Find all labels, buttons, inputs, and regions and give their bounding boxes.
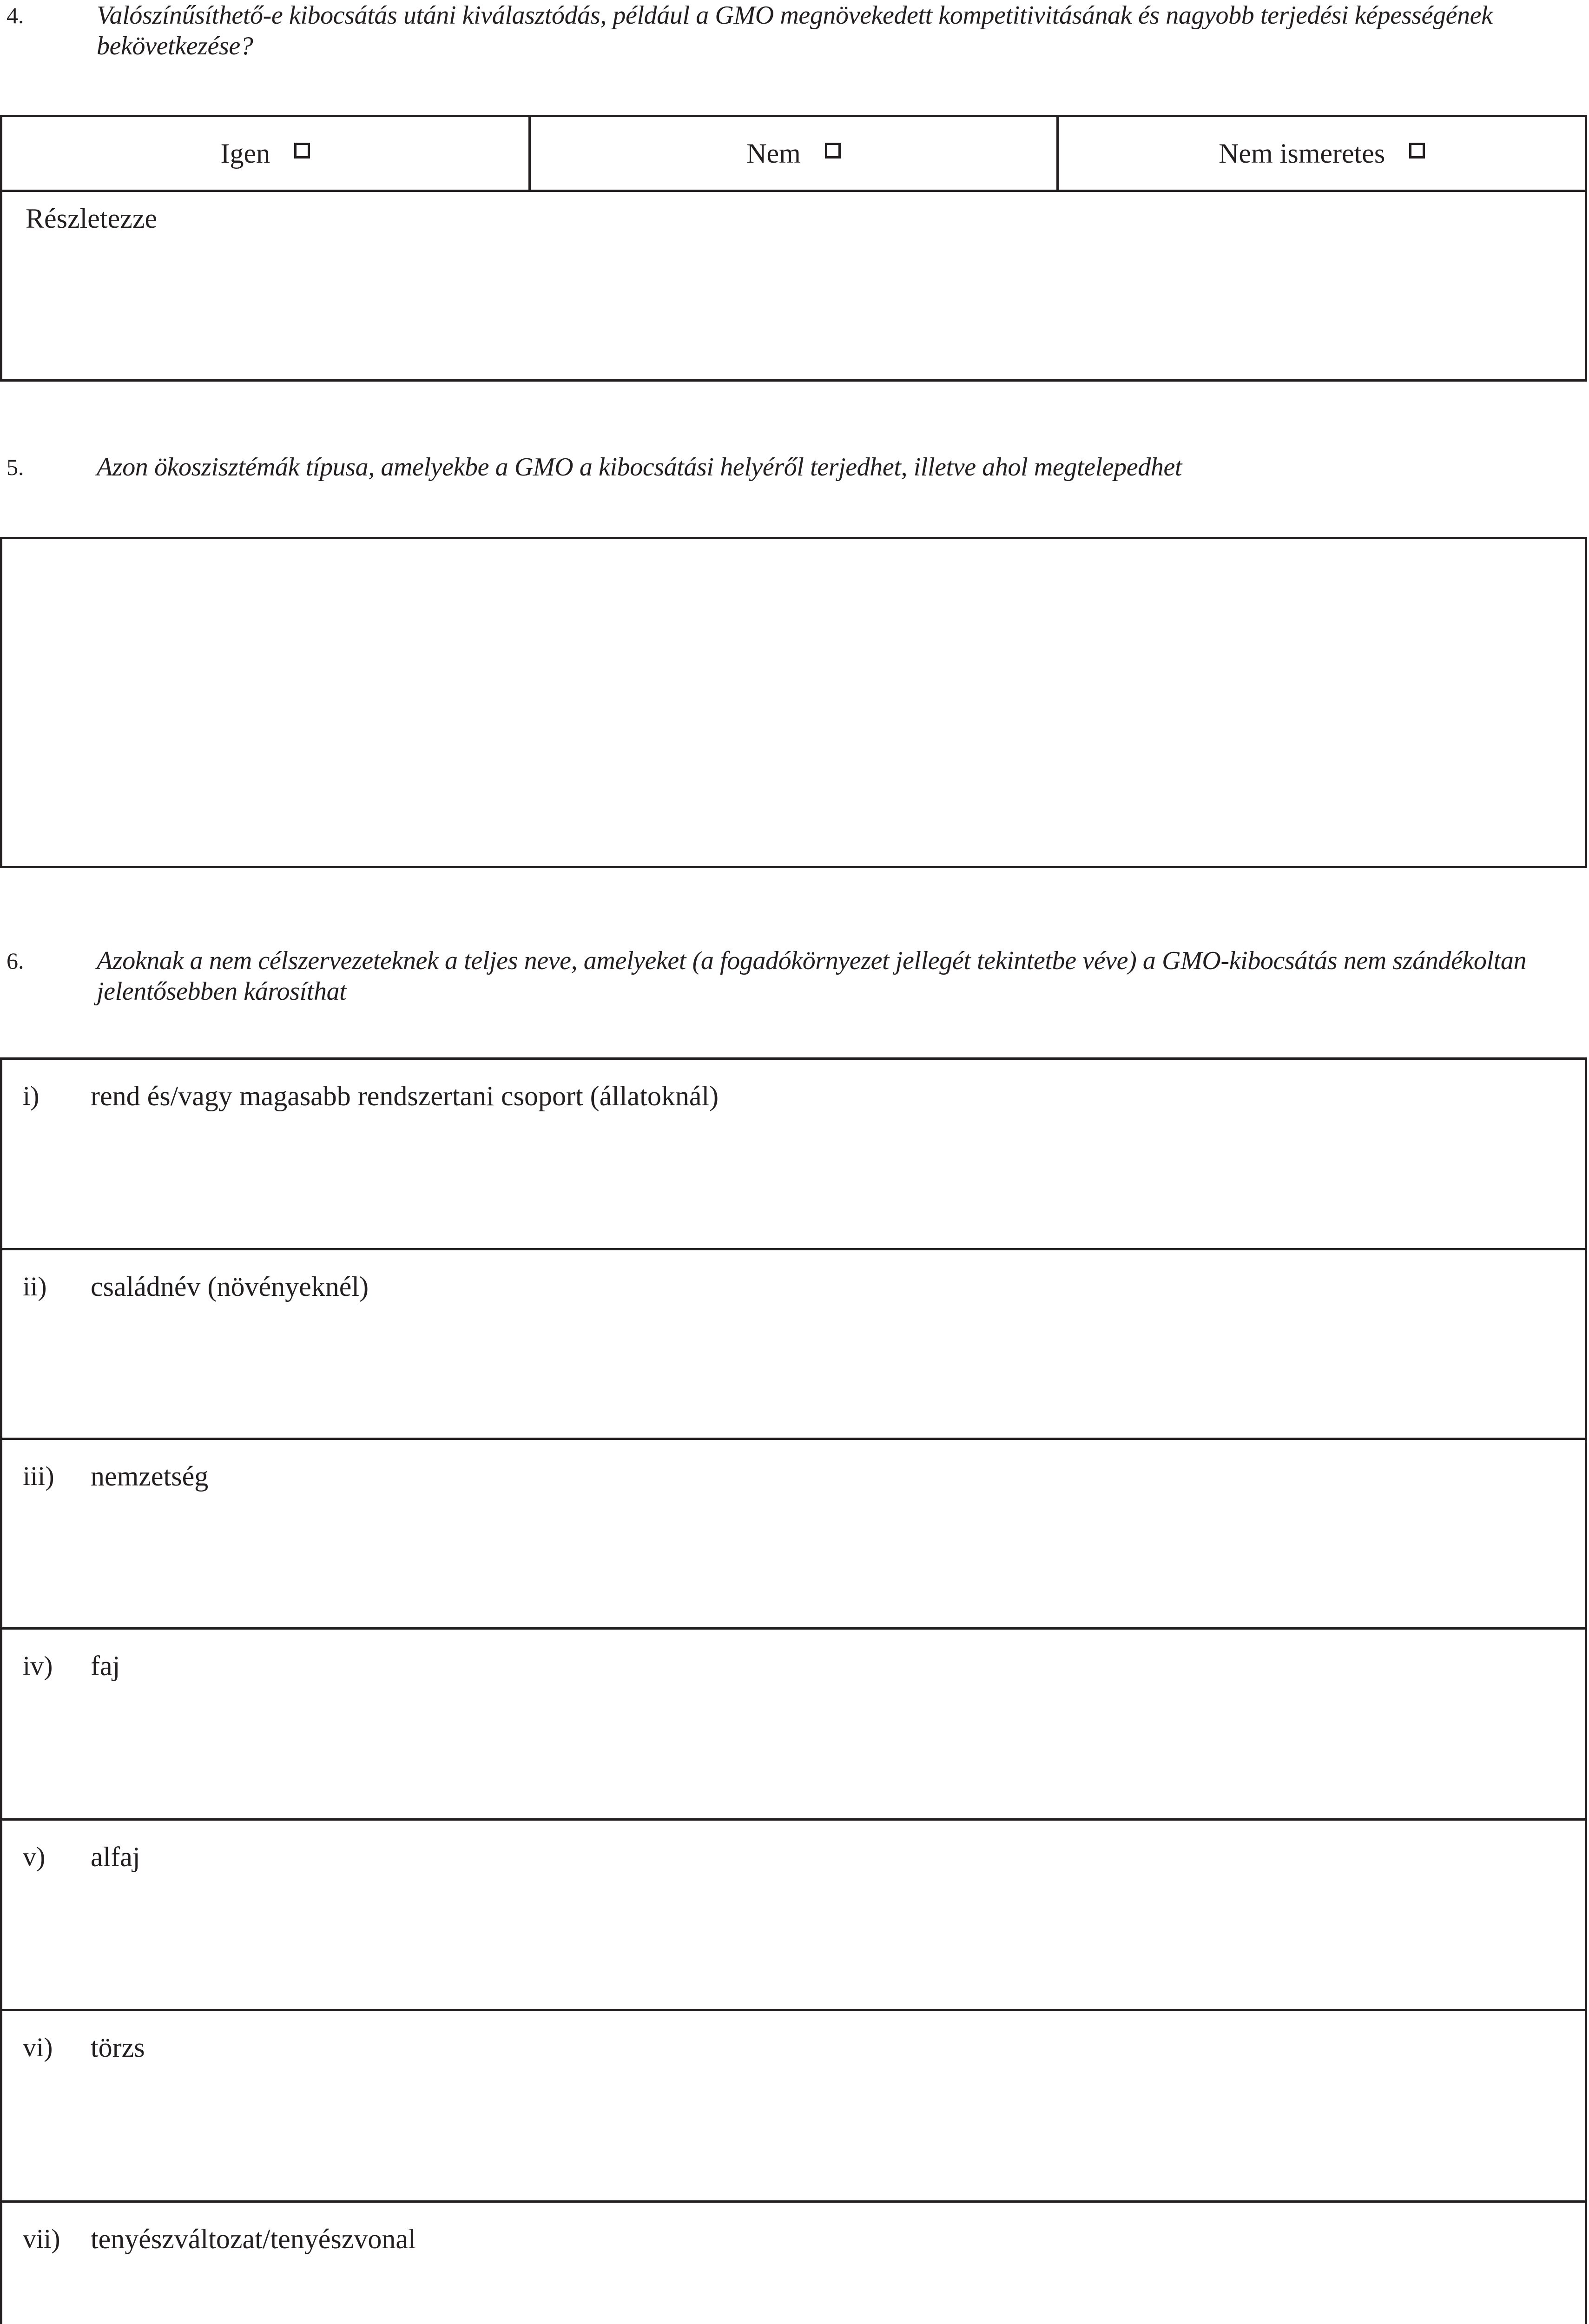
row-label: családnév (növényeknél) [91,1271,369,1302]
question-5-number: 5. [7,454,24,480]
row-label: tenyészváltozat/tenyészvonal [91,2224,416,2254]
row-number: v) [23,1842,46,1872]
table-row[interactable] [2,1060,1585,1250]
option-igen-label: Igen [220,138,270,169]
checkbox-icon[interactable] [294,143,310,158]
row-label: alfaj [91,1842,140,1872]
table-row[interactable] [2,1440,1585,1630]
question-6-answer-table [0,1057,1587,2324]
row-label: rend és/vagy magasabb rendszertani csoport (állatoknál) [91,1081,719,1111]
question-5-answer-box[interactable] [0,537,1587,868]
question-4-answer-box [0,115,1587,382]
option-nem[interactable] [528,117,1057,190]
question-4-text: Valószínűsíthető-e kibocsátás utáni kiválasztódás, például a GMO megnövekedett kompetitivitásának és nagyobb terjedési képességének bekövetkezése? [97,1,1493,60]
row-number: vii) [23,2224,60,2254]
table-row[interactable] [2,1821,1585,2011]
option-nem-ismeretes[interactable] [1056,117,1585,190]
table-row[interactable] [2,1250,1585,1440]
table-row[interactable] [2,2011,1585,2203]
row-number: iii) [23,1461,54,1491]
choice-row [2,117,1585,192]
checkbox-icon[interactable] [825,143,841,158]
row-label: nemzetség [91,1461,209,1492]
row-number: ii) [23,1271,47,1301]
row-number: iv) [23,1651,53,1681]
row-number: vi) [23,2032,53,2062]
option-igen[interactable] [2,117,528,190]
detail-label: Részletezze [26,203,158,234]
question-4-number: 4. [7,2,24,28]
question-5-text: Azon ökoszisztémák típusa, amelyekbe a GMO a kibocsátási helyéről terjedhet, illetve ahol megtelepedhet [97,453,1182,482]
question-6-number: 6. [7,948,24,974]
table-row[interactable] [2,2203,1585,2324]
option-nem-ismeretes-label: Nem ismeretes [1219,138,1385,169]
row-number: i) [23,1081,40,1111]
table-row[interactable] [2,1630,1585,1821]
row-label: törzs [91,2032,145,2063]
option-nem-label: Nem [746,138,801,169]
checkbox-icon[interactable] [1409,143,1425,158]
question-6-text: Azoknak a nem célszervezeteknek a teljes neve, amelyeket (a fogadókörnyezet jellegét tekintetbe véve) a GMO-kibocsátás nem szándékoltan jelentősebben károsíthat [97,946,1527,1006]
row-label: faj [91,1651,120,1681]
